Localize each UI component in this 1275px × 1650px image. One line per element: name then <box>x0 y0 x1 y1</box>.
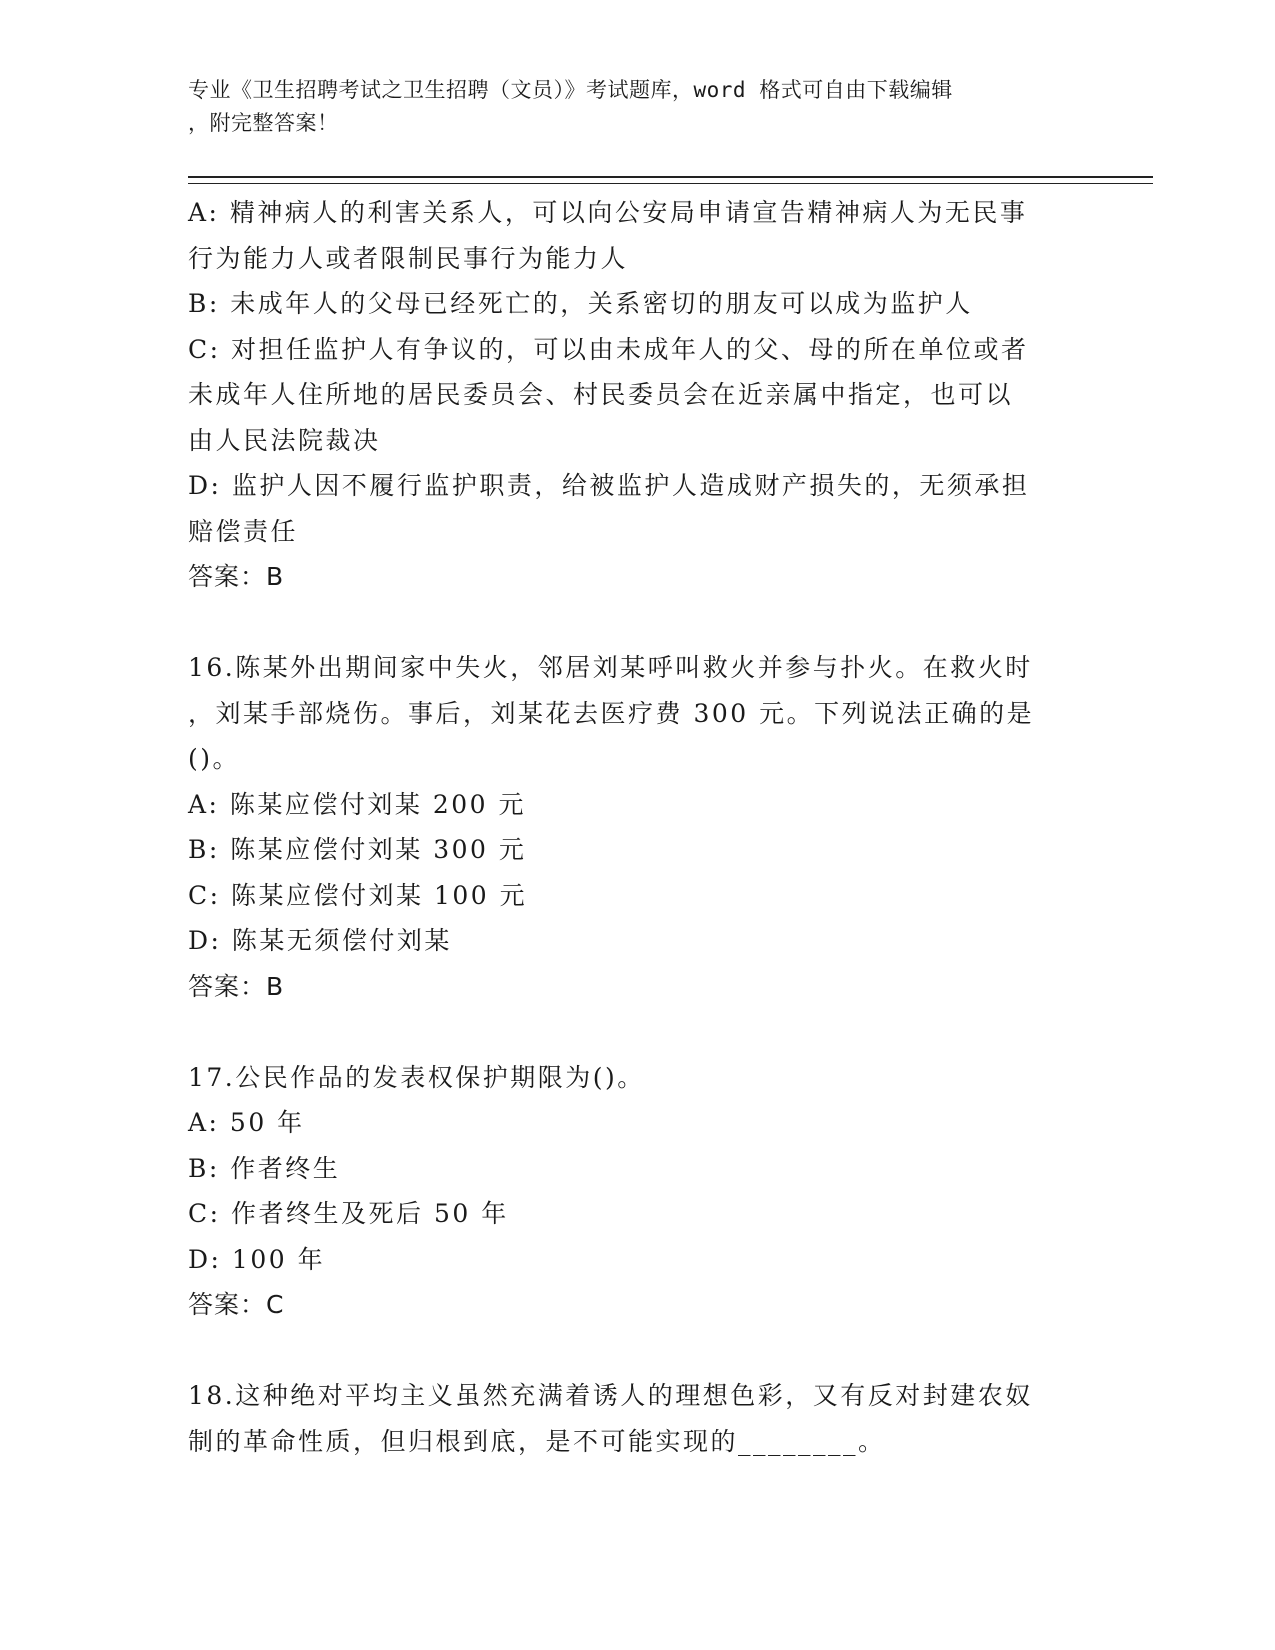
document-header <box>188 74 1068 140</box>
spacer <box>188 1328 1088 1374</box>
spacer <box>188 1009 1088 1055</box>
option-a: A: 陈某应偿付刘某 200 元 <box>188 789 527 819</box>
question-17 <box>188 1055 1088 1328</box>
question-stem-line-2: ，刘某手部烧伤。事后，刘某花去医疗费 300 元。下列说法正确的是 <box>188 698 1035 728</box>
option-d: D: 100 年 <box>188 1244 326 1274</box>
question-16 <box>188 645 1088 1009</box>
option-b: B: 未成年人的父母已经死亡的，关系密切的朋友可以成为监护人 <box>188 289 973 318</box>
option-b: B: 陈某应偿付刘某 300 元 <box>188 835 527 864</box>
question-stem-line-3: ()。 <box>188 744 241 773</box>
option-c-line-1: C: 对担任监护人有争议的，可以由未成年人的父、母的所在单位或者 <box>188 334 1029 364</box>
question-15 <box>188 190 1088 600</box>
question-content <box>188 190 1088 1464</box>
header-divider-thin <box>188 183 1153 184</box>
question-stem-line-2: 制的革命性质，但归根到底，是不可能实现的________。 <box>188 1426 886 1456</box>
spacer <box>188 600 1088 646</box>
question-stem: 17.公民作品的发表权保护期限为()。 <box>188 1062 645 1092</box>
header-line-2: ，附完整答案！ <box>188 111 339 135</box>
option-c: C: 陈某应偿付刘某 100 元 <box>188 880 528 910</box>
option-d: D: 陈某无须偿付刘某 <box>188 926 452 955</box>
question-stem-line-1: 18.这种绝对平均主义虽然充满着诱人的理想色彩，又有反对封建农奴 <box>188 1381 1033 1410</box>
option-c-line-2: 未成年人住所地的居民委员会、村民委员会在近亲属中指定，也可以 <box>188 380 1014 409</box>
option-a-line-1: A: 精神病人的利害关系人，可以向公安局申请宣告精神病人为无民事 <box>188 198 1028 227</box>
option-d-line-1: D: 监护人因不履行监护职责，给被监护人造成财产损失的，无须承担 <box>188 471 1030 500</box>
answer: 答案：B <box>188 562 285 591</box>
question-stem-line-1: 16.陈某外出期间家中失火，邻居刘某呼叫救火并参与扑火。在救火时 <box>188 653 1033 682</box>
option-a: A: 50 年 <box>188 1108 305 1137</box>
option-c-line-3: 由人民法院裁决 <box>188 425 381 455</box>
header-divider-thick <box>188 176 1153 178</box>
option-a-line-2: 行为能力人或者限制民事行为能力人 <box>188 243 629 273</box>
question-18 <box>188 1373 1088 1464</box>
option-c: C: 作者终生及死后 50 年 <box>188 1199 509 1228</box>
option-b: B: 作者终生 <box>188 1153 341 1183</box>
header-line-1: 专业《卫生招聘考试之卫生招聘（文员）》考试题库，word 格式可自由下载编辑 <box>188 78 953 102</box>
answer: 答案：B <box>188 971 285 1001</box>
answer: 答案：C <box>188 1290 285 1319</box>
option-d-line-2: 赔偿责任 <box>188 516 299 546</box>
